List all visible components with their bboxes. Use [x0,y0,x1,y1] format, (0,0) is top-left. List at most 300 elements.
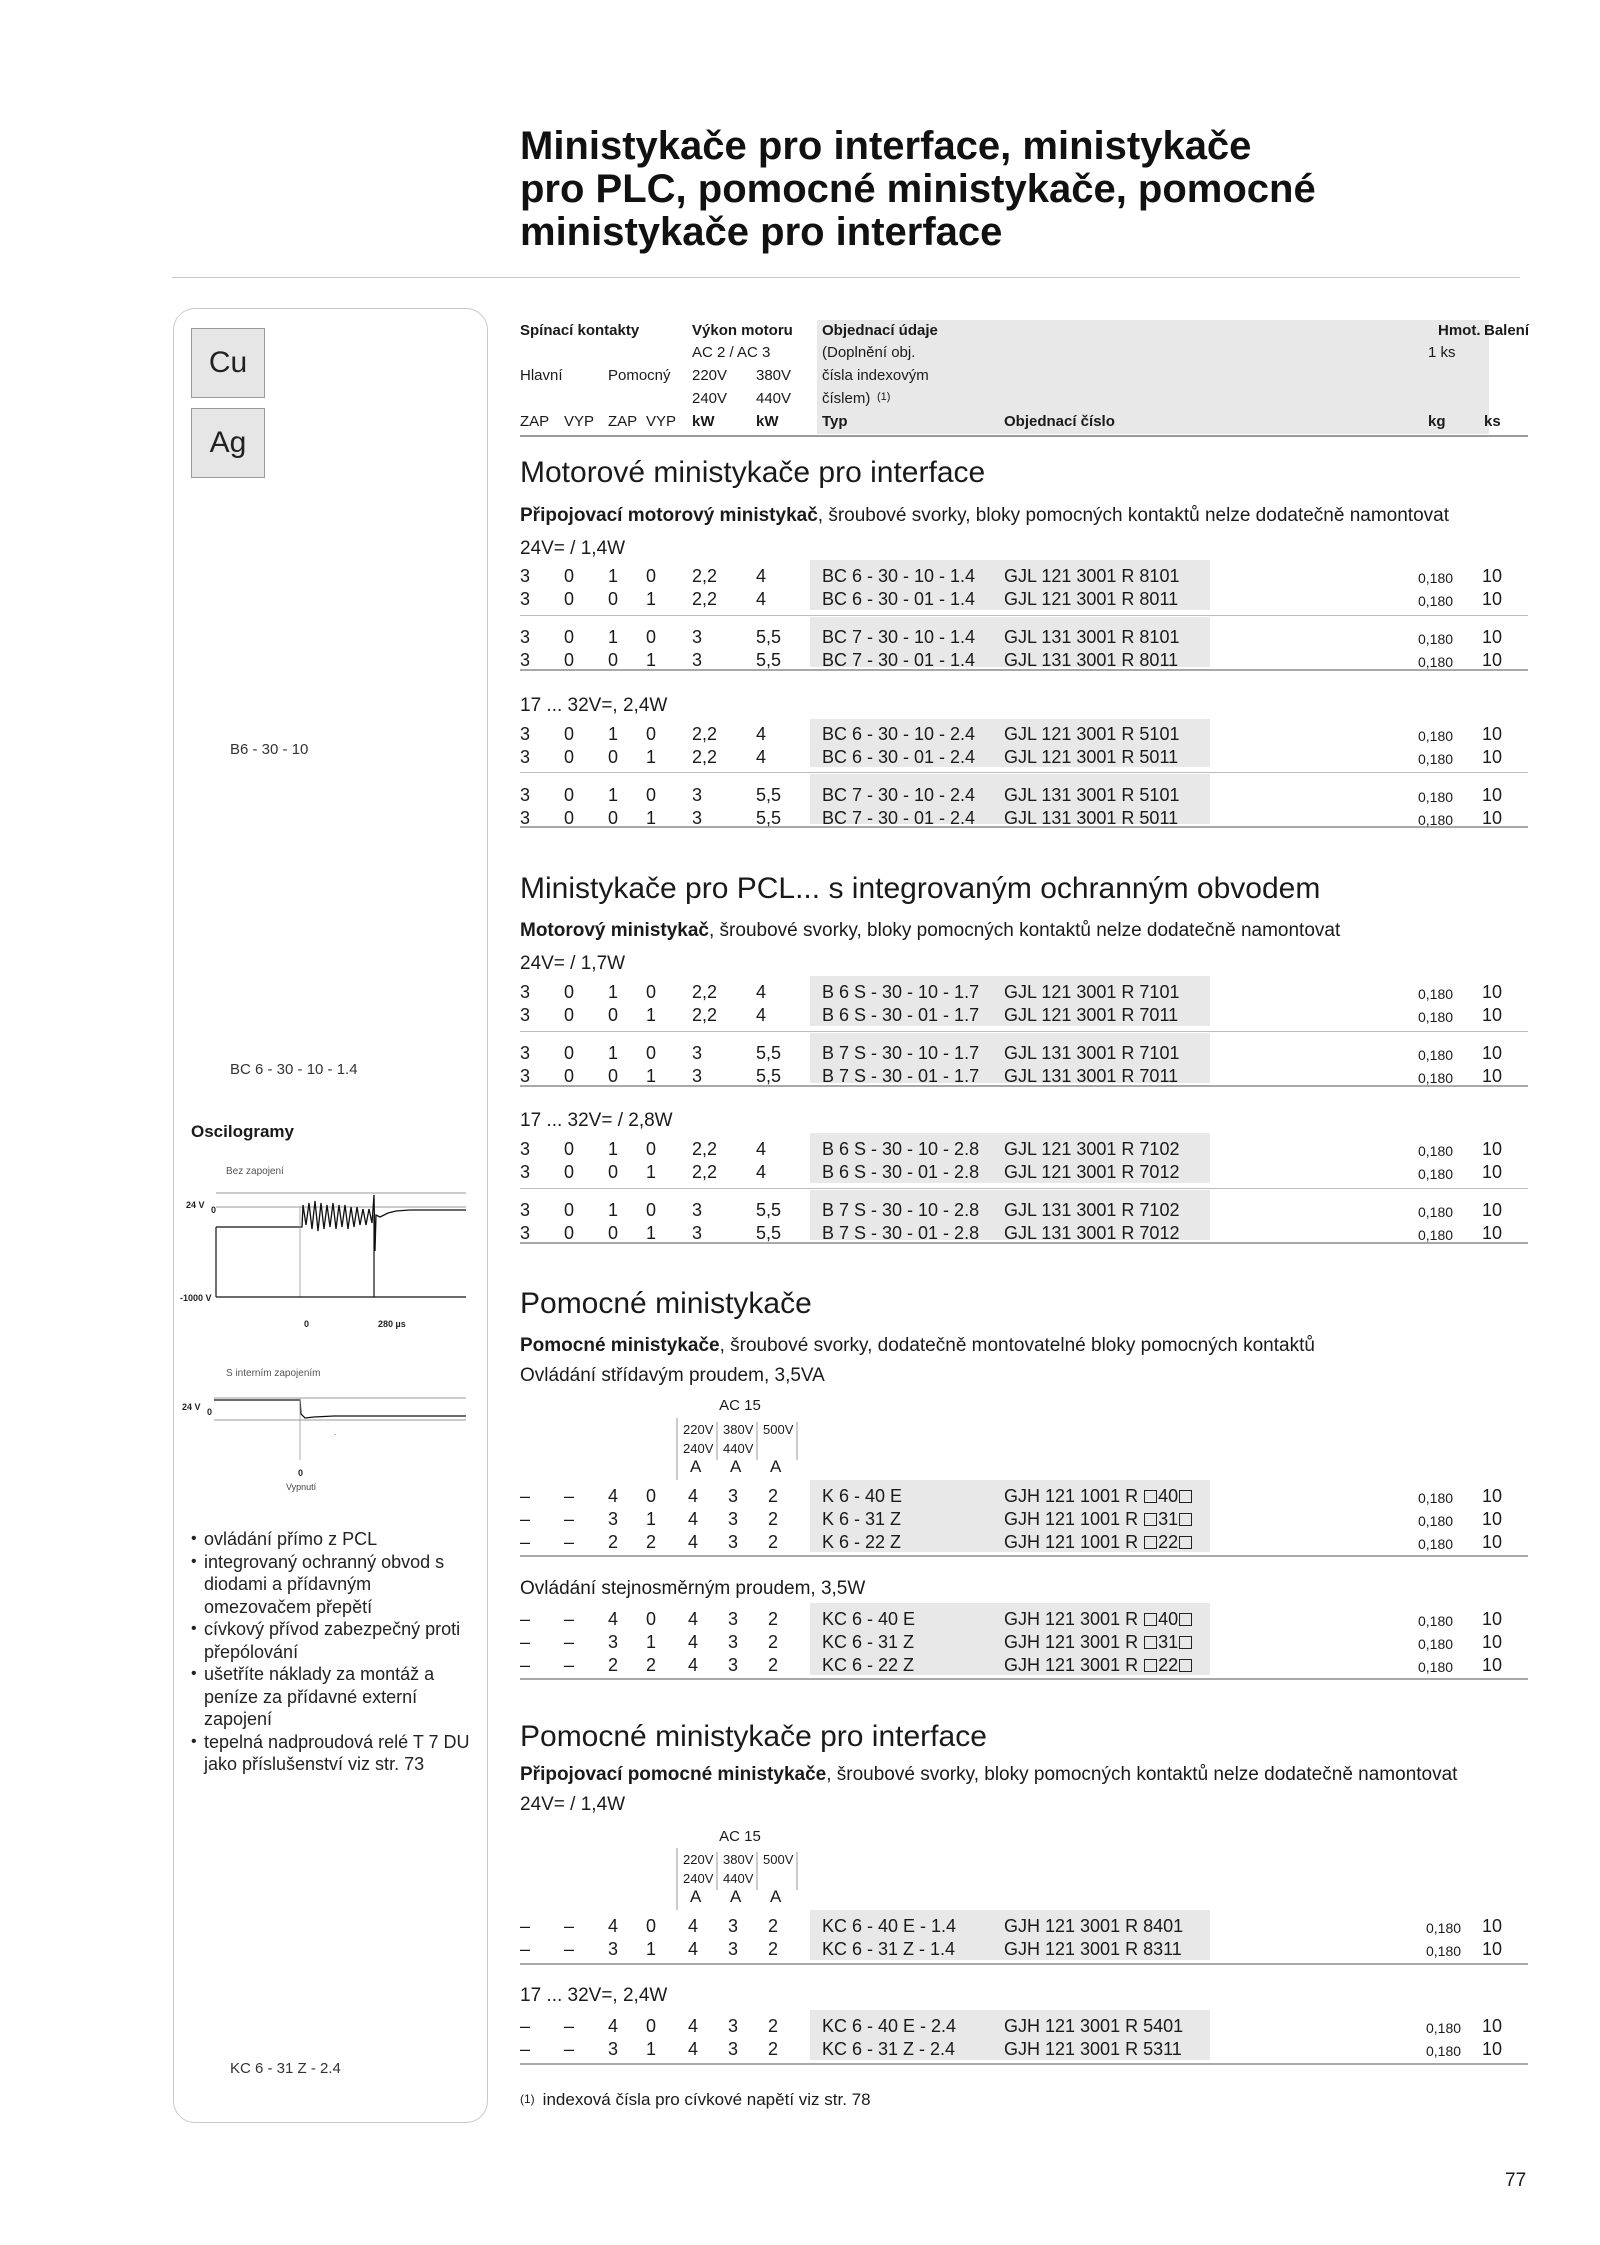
table-cell: 2,2 [692,566,718,586]
hdr-objcislo: Objednací číslo [1004,413,1115,430]
table-cell: 4 [688,1939,699,1959]
table-cell: 2 [646,1655,657,1675]
weight-cell: 0,180 [1426,2043,1462,2059]
hdr-obj2: (Doplnění obj. [822,344,916,361]
weight-cell: 0,180 [1426,1943,1462,1959]
table-cell: 2,2 [692,747,718,767]
svg-text:·: · [334,1430,337,1439]
table-row [520,1654,1528,1676]
ac15-500v: 500V [763,1852,794,1867]
table-cell: 0 [564,566,575,586]
table-cell: 3 [608,1632,619,1652]
weight-cell: 0,180 [1418,1070,1454,1086]
table-cell: 3 [692,1043,703,1063]
weight-cell: 0,180 [1426,1920,1462,1936]
table-cell: 10 [1482,1223,1503,1243]
hdr-obj: Objednací údaje [822,322,938,339]
table-cell: 0 [564,1043,575,1063]
weight-cell: 0,180 [1418,1166,1454,1182]
table-cell: 10 [1482,1509,1503,1529]
table-cell: 4 [756,982,767,1002]
osc1-time1: 280 µs [378,1319,406,1329]
table-cell: B 7 S - 30 - 10 - 1.7 [822,1043,980,1063]
table-cell: 0 [608,1066,619,1086]
index-box [1144,1613,1157,1626]
table-cell: 3 [520,785,531,805]
table-cell: 3 [520,627,531,647]
table-cell: 0 [564,724,575,744]
table-cell: 4 [608,1486,619,1506]
table-cell: – [520,1486,531,1506]
table-cell: 5,5 [756,627,782,647]
hdr-kw2: kW [756,413,779,430]
table-cell: 0 [564,1139,575,1159]
table-cell: 0 [646,1043,657,1063]
table-cell: BC 7 - 30 - 01 - 1.4 [822,650,976,670]
table-row [520,2038,1528,2060]
weight-cell: 0,180 [1418,789,1454,805]
weight-cell: 0,180 [1418,1143,1454,1159]
table-cell: 3 [728,1655,739,1675]
table-cell: 3 [728,1509,739,1529]
weight-cell: 0,180 [1418,1490,1454,1506]
subgroup-24v-1-4w: 24V= / 1,4W [520,538,626,559]
table-cell: 3 [608,1509,619,1529]
table-cell: 3 [520,747,531,767]
table-cell: 10 [1482,1939,1503,1959]
table-cell: KC 6 - 22 Z [822,1655,915,1675]
table-cell: 4 [688,1632,699,1652]
table-cell: 4 [608,1916,619,1936]
order-number-cell: GJH 121 3001 R 40 [1004,1608,1193,1630]
product-label-bc6: BC 6 - 30 - 10 - 1.4 [230,1061,358,1078]
hdr-440v: 440V [756,390,792,407]
table-cell: 3 [728,1609,739,1629]
table-cell: 1 [646,1509,657,1529]
table-cell: KC 6 - 40 E - 2.4 [822,2016,957,2036]
table-cell: 1 [646,1162,657,1182]
ac15-heading: AC 15 [719,1397,761,1414]
weight-cell: 0,180 [1418,1636,1454,1652]
table-cell: 10 [1482,1139,1503,1159]
table-cell: GJL 121 3001 R 5101 [1004,724,1180,744]
table-row [520,1938,1528,1960]
table-cell: 4 [756,747,767,767]
hdr-vyp1: VYP [564,413,595,430]
group-rule [520,2063,1528,2065]
table-cell: KC 6 - 31 Z [822,1632,915,1652]
table-cell: – [520,1532,531,1552]
table-row [520,1042,1528,1064]
weight-cell: 0,180 [1418,1204,1454,1220]
table-cell: 1 [608,566,619,586]
index-box [1179,1513,1192,1526]
section-pcl-title: Ministykače pro PCL... s integrovaným ochranným obvodem [520,872,1321,905]
hdr-kw1: kW [692,413,715,430]
weight-cell: 0,180 [1418,986,1454,1002]
subgroup-dc-control: Ovládání stejnosměrným proudem, 3,5W [520,1578,866,1599]
material-ag-box: Ag [191,408,265,478]
table-cell: 3 [728,1916,739,1936]
table-header [520,320,1528,438]
table-cell: 1 [646,2039,657,2059]
table-cell: 1 [646,650,657,670]
table-cell: K 6 - 22 Z [822,1532,902,1552]
material-cu-box: Cu [191,328,265,398]
footnote: $^{(1)}$ indexová čísla pro cívkové napětí viz str. 78 [520,2090,871,2109]
section-pcl-desc: Motorový ministykač, šroubové svorky, bloky pomocných kontaktů nelze dodatečně namontovat [520,920,1341,941]
weight-cell: 0,180 [1418,654,1454,670]
table-cell: 0 [646,724,657,744]
table-cell: 2 [646,1532,657,1552]
table-cell: 2,2 [692,589,718,609]
table-cell: 10 [1482,2016,1503,2036]
table-cell: 2 [608,1532,619,1552]
table-cell: 3 [520,1200,531,1220]
hdr-zap1: ZAP [520,413,550,430]
table-cell: 0 [564,747,575,767]
section-motor-interface-desc: Připojovací motorový ministykač, šroubové svorky, bloky pomocných kontaktů nelze dodatečně namontovat [520,505,1449,526]
index-box [1144,1490,1157,1503]
table-cell: GJL 121 3001 R 7012 [1004,1162,1180,1182]
table-cell: 2 [768,1916,779,1936]
ac15-unit-a: A [770,1887,782,1906]
table-cell: GJH 121 3001 R 5401 [1004,2016,1184,2036]
ac15-unit-a: A [690,1887,702,1906]
ac15-380v: 380V [723,1422,754,1437]
table-cell: B 6 S - 30 - 01 - 1.7 [822,1005,980,1025]
table-cell: 2,2 [692,1139,718,1159]
table-cell: 0 [608,808,619,828]
table-cell: B 7 S - 30 - 01 - 1.7 [822,1066,980,1086]
subgroup-ac-control: Ovládání střídavým proudem, 3,5VA [520,1365,825,1386]
index-box [1144,1636,1157,1649]
table-cell: 10 [1482,1486,1503,1506]
page-title [520,125,1500,254]
hdr-240v: 240V [692,390,728,407]
table-cell: 1 [608,724,619,744]
hdr-obj4: číslem) [822,390,871,407]
table-cell: 0 [564,627,575,647]
ac15-unit-a: A [770,1457,782,1476]
ac15-500v: 500V [763,1422,794,1437]
table-cell: BC 7 - 30 - 10 - 1.4 [822,627,976,647]
table-cell: 4 [608,2016,619,2036]
table-cell: 1 [608,1043,619,1063]
table-row [520,1199,1528,1221]
table-cell: – [520,1655,531,1675]
table-cell: 2,2 [692,1162,718,1182]
table-cell: 10 [1482,1655,1503,1675]
table-row [520,1915,1528,1937]
table-cell: 4 [688,2039,699,2059]
osc2-time0: 0 [298,1468,304,1478]
osc2-caption: S interním zapojením [226,1368,321,1379]
feature-item: • ušetříte náklady za montáž a peníze za přídavné externí zapojení [191,1663,481,1731]
index-box [1144,1513,1157,1526]
table-cell: 0 [608,1162,619,1182]
section-auxiliary-desc: Pomocné ministykače, šroubové svorky, dodatečně montovatelné bloky pomocných kontaktů [520,1335,1315,1356]
ac15-440v: 440V [723,1871,754,1886]
group-rule [520,1555,1528,1557]
hdr-vyp2: VYP [646,413,677,430]
table-cell: 2 [768,1609,779,1629]
table-cell: BC 6 - 30 - 10 - 2.4 [822,724,976,744]
ac15-220v: 220V [683,1852,714,1867]
table-cell: 3 [520,1043,531,1063]
osc2-off-label: Vypnutí [286,1482,317,1492]
table-cell: 10 [1482,2039,1503,2059]
table-cell: 3 [692,1200,703,1220]
subgroup-24v-1-4w-aux: 24V= / 1,4W [520,1794,626,1815]
table-cell: 0 [646,627,657,647]
table-cell: 4 [688,1916,699,1936]
table-cell: 3 [520,724,531,744]
table-cell: KC 6 - 40 E [822,1609,916,1629]
table-cell: 10 [1482,808,1503,828]
table-cell: B 6 S - 30 - 10 - 2.8 [822,1139,980,1159]
ac15-240v: 240V [683,1871,714,1886]
table-cell: 0 [608,650,619,670]
weight-cell: 0,180 [1426,2020,1462,2036]
table-cell: GJL 121 3001 R 7101 [1004,982,1180,1002]
table-cell: 1 [646,808,657,828]
weight-cell: 0,180 [1418,751,1454,767]
table-cell: 4 [688,1532,699,1552]
table-cell: 3 [728,1939,739,1959]
table-row [520,565,1528,587]
table-cell: 2 [768,1632,779,1652]
hdr-ac: AC 2 / AC 3 [692,344,771,361]
table-cell: 10 [1482,650,1503,670]
section-auxiliary-title: Pomocné ministykače [520,1287,812,1320]
hdr-220v: 220V [692,367,728,384]
table-row [520,1531,1528,1553]
table-cell: GJL 121 3001 R 8101 [1004,566,1180,586]
table-cell: 4 [608,1609,619,1629]
table-cell: – [564,1939,575,1959]
table-cell: 0 [564,808,575,828]
order-number-cell: GJH 121 3001 R 22 [1004,1654,1193,1676]
section-aux-interface-desc: Připojovací pomocné ministykače, šroubové svorky, bloky pomocných kontaktů nelze dodatečně namontovat [520,1764,1458,1785]
index-box [1179,1490,1192,1503]
table-cell: BC 7 - 30 - 01 - 2.4 [822,808,976,828]
table-cell: B 7 S - 30 - 10 - 2.8 [822,1200,980,1220]
table-cell: 1 [608,1200,619,1220]
hdr-ks: ks [1484,413,1501,430]
product-label-b6: B6 - 30 - 10 [230,741,309,758]
table-cell: 3 [520,589,531,609]
index-box [1144,1536,1157,1549]
table-cell: 0 [564,1066,575,1086]
table-cell: GJL 131 3001 R 7012 [1004,1223,1180,1243]
order-number-cell: GJH 121 1001 R 40 [1004,1485,1193,1507]
table-cell: 1 [608,982,619,1002]
hdr-spinaci: Spínací kontakty [520,322,640,339]
weight-cell: 0,180 [1418,593,1454,609]
title-line-2: pro PLC, pomocné ministykače, pomocné [520,167,1316,211]
table-row [520,649,1528,671]
hdr-baleni: Balení [1484,322,1530,339]
hdr-pomocny: Pomocný [608,367,671,384]
table-cell: 0 [564,1200,575,1220]
table-cell: BC 6 - 30 - 01 - 1.4 [822,589,976,609]
index-box [1179,1536,1192,1549]
table-cell: BC 7 - 30 - 10 - 2.4 [822,785,976,805]
header-rule [520,435,1528,437]
table-cell: 3 [728,1486,739,1506]
table-cell: 1 [646,1005,657,1025]
weight-cell: 0,180 [1418,1613,1454,1629]
order-number-cell: GJH 121 1001 R 22 [1004,1531,1193,1553]
title-divider [172,277,1520,278]
index-box [1179,1659,1192,1672]
table-cell: KC 6 - 40 E - 1.4 [822,1916,957,1936]
table-cell: 4 [756,724,767,744]
subgroup-24v-1-7w: 24V= / 1,7W [520,953,626,974]
table-cell: 4 [688,2016,699,2036]
hdr-obj3: čísla indexovým [822,367,929,384]
table-cell: 10 [1482,589,1503,609]
table-cell: – [564,2016,575,2036]
ac15-heading: AC 15 [719,1828,761,1845]
table-cell: 1 [646,1066,657,1086]
table-row [520,1004,1528,1026]
table-cell: 0 [608,1223,619,1243]
subgroup-17-32v-2-4w: 17 ... 32V=, 2,4W [520,695,668,716]
table-cell: 0 [564,1223,575,1243]
table-cell: 3 [692,1066,703,1086]
weight-cell: 0,180 [1418,631,1454,647]
table-cell: 3 [692,627,703,647]
table-row [520,626,1528,648]
table-row [520,746,1528,768]
hdr-kg: kg [1428,413,1446,430]
table-cell: – [564,2039,575,2059]
table-row [520,807,1528,829]
table-cell: 3 [692,785,703,805]
feature-list [191,1528,481,1776]
table-cell: GJL 131 3001 R 7011 [1004,1066,1179,1086]
table-cell: 3 [728,1532,739,1552]
table-cell: 3 [520,566,531,586]
table-cell: 10 [1482,747,1503,767]
table-cell: 2 [768,1532,779,1552]
table-cell: 10 [1482,1632,1503,1652]
feature-item: • tepelná nadproudová relé T 7 DU jako příslušenství viz str. 73 [191,1731,481,1776]
table-cell: 2,2 [692,724,718,744]
table-cell: 5,5 [756,650,782,670]
hdr-typ: Typ [822,413,848,430]
feature-item: • ovládání přímo z PCL [191,1528,481,1551]
table-row [520,1631,1528,1653]
hdr-vykon: Výkon motoru [692,322,793,339]
table-cell: BC 6 - 30 - 10 - 1.4 [822,566,976,586]
table-cell: K 6 - 31 Z [822,1509,902,1529]
table-cell: 2 [768,1486,779,1506]
table-cell: 1 [608,785,619,805]
ac15-220v: 220V [683,1422,714,1437]
oscillogram-with-circuit [174,1360,484,1500]
feature-item: • integrovaný ochranný obvod s diodami a přídavným omezovačem přepětí [191,1551,481,1619]
table-cell: 0 [646,1916,657,1936]
weight-cell: 0,180 [1418,1659,1454,1675]
table-cell: 4 [688,1609,699,1629]
hdr-hlavni: Hlavní [520,367,563,384]
table-cell: 3 [728,1632,739,1652]
oscillogram-heading: Oscilogramy [191,1122,294,1141]
table-cell: 3 [520,1066,531,1086]
table-cell: 0 [608,747,619,767]
table-cell: 4 [688,1655,699,1675]
table-cell: – [564,1632,575,1652]
table-cell: 3 [520,1139,531,1159]
table-cell: 0 [564,1162,575,1182]
table-cell: 5,5 [756,1066,782,1086]
table-cell: 0 [646,1609,657,1629]
table-cell: 2,2 [692,982,718,1002]
table-cell: 0 [608,1005,619,1025]
table-cell: 3 [520,1162,531,1182]
title-line-3: ministykače pro interface [520,210,1003,254]
table-cell: 0 [608,589,619,609]
weight-cell: 0,180 [1418,812,1454,828]
table-cell: 0 [646,2016,657,2036]
table-row [520,1138,1528,1160]
table-cell: 0 [646,785,657,805]
table-cell: 3 [692,808,703,828]
table-row [520,2015,1528,2037]
table-cell: GJL 121 3001 R 7102 [1004,1139,1180,1159]
table-cell: 2 [608,1655,619,1675]
table-cell: 3 [692,650,703,670]
ac15-unit-a: A [690,1457,702,1476]
table-cell: 10 [1482,627,1503,647]
table-cell: 1 [646,589,657,609]
table-cell: 4 [688,1486,699,1506]
subgroup-17-32v-2-8w: 17 ... 32V= / 2,8W [520,1110,673,1131]
osc2-zero-label: 0 [207,1407,213,1417]
table-row [520,1608,1528,1630]
ac15-240v: 240V [683,1441,714,1456]
table-cell: GJL 131 3001 R 5011 [1004,808,1179,828]
table-cell: 3 [728,2016,739,2036]
page-number: 77 [1505,2170,1527,2191]
table-cell: 10 [1482,1005,1503,1025]
table-cell: 3 [692,1223,703,1243]
table-cell: 2 [768,1939,779,1959]
hdr-zap2: ZAP [608,413,638,430]
table-cell: GJL 131 3001 R 7102 [1004,1200,1180,1220]
table-cell: – [564,1655,575,1675]
table-cell: 3 [520,982,531,1002]
osc1-minus-label: -1000 V [180,1293,212,1303]
product-label-kc6: KC 6 - 31 Z - 2.4 [230,2060,341,2077]
table-cell: 4 [756,589,767,609]
table-cell: 2 [768,2039,779,2059]
table-cell: 10 [1482,1916,1503,1936]
table-cell: 3 [520,1005,531,1025]
weight-cell: 0,180 [1418,1513,1454,1529]
table-cell: GJH 121 3001 R 8311 [1004,1939,1182,1959]
table-cell: 3 [520,808,531,828]
osc1-24v-label: 24 V [186,1200,205,1210]
index-box [1179,1613,1192,1626]
table-cell: 10 [1482,785,1503,805]
table-row [520,1222,1528,1244]
oscillogram-without-circuit [174,1155,484,1345]
table-cell: KC 6 - 31 Z - 1.4 [822,1939,956,1959]
